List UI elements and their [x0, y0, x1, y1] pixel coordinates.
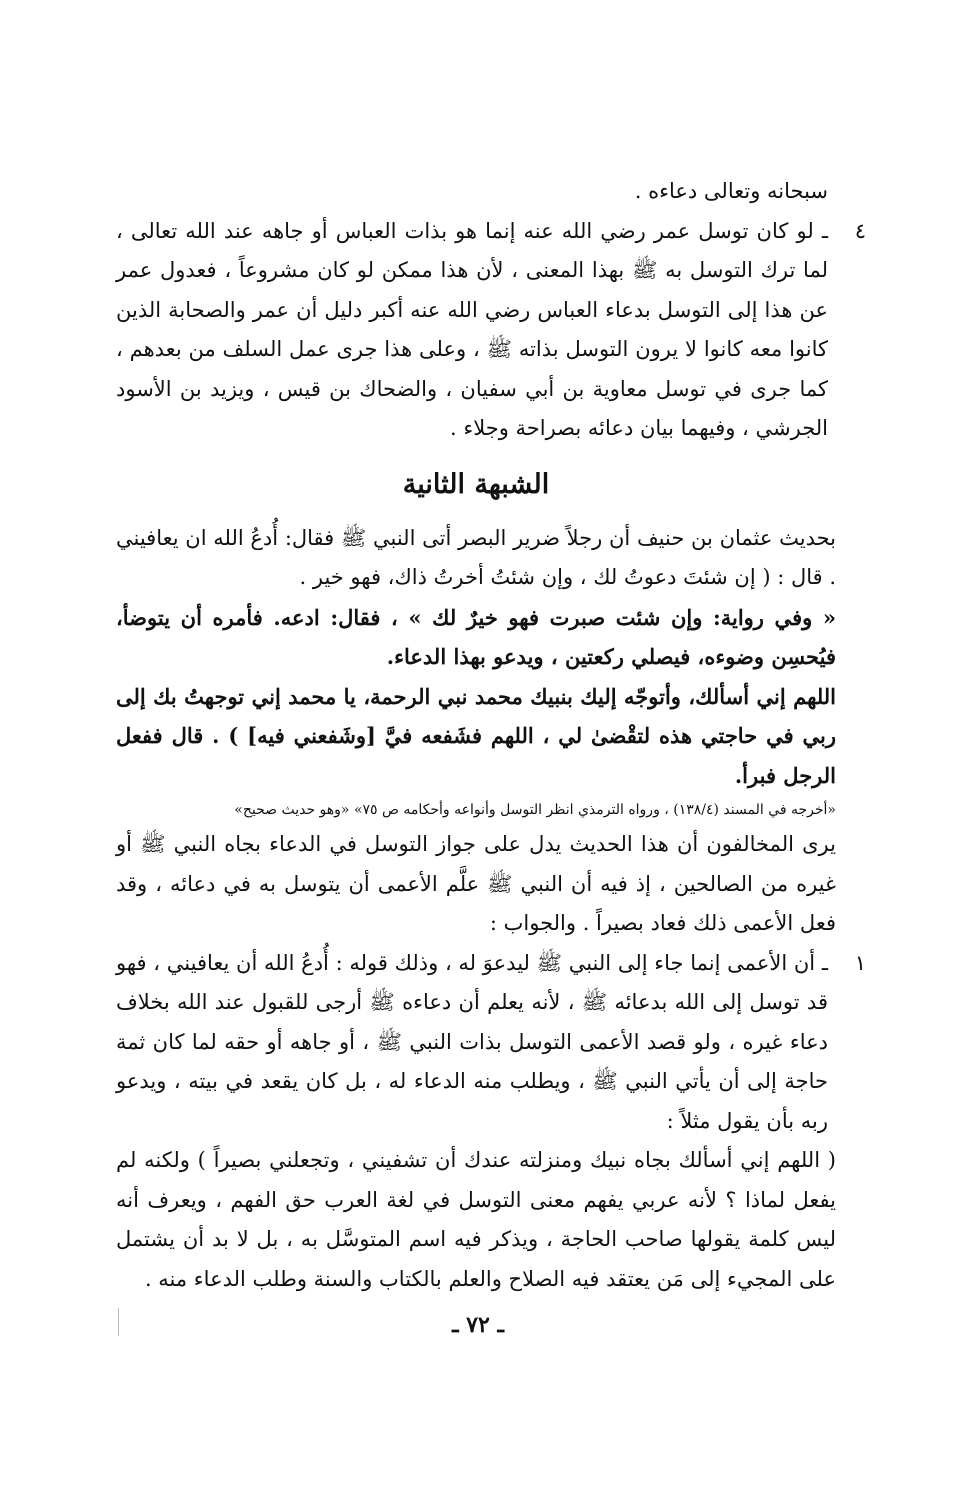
page-number: ـ ٧٢ ـ — [452, 1312, 504, 1338]
page-body — [116, 172, 866, 1299]
section-heading: الشبهة الثانية — [402, 468, 550, 500]
point-text: ـ أن الأعمى إنما جاء إلى النبي ﷺ ليدعوَ له ، وذلك قوله : أُدعُ الله أن يعافيني ، فهو قد توسل إلى الله بدعائه ﷺ ، لأنه يعلم أن دعاءه ﷺ أرجى للقبول عند الله بخلاف دعاء غيره ، ولو قصد الأعمى التوسل بذات النبي ﷺ ، أو جاهه أو حقه لما كان ثمة حاجة إلى أن يأتي النبي ﷺ ، ويطلب منه الدعاء له ، بل كان يقعد في بيته ، ويدعو ربه بأن يقول مثلاً : — [116, 950, 828, 1133]
point-number: ٤ — [854, 218, 866, 243]
hadith-dua: اللهم إني أسألك، وأتوجّه إليك بنبيك محمد نبي الرحمة، يا محمد إني توجهتُ بك إلى ربي في حاجتي هذه لتقْضىٰ لي ، اللهم فشَفعه فيَّ [وشَفعني فيه] ) . قال ففعل الرجل فبرأ. — [116, 683, 836, 788]
numbered-point-1 — [116, 944, 866, 1142]
numbered-point-4 — [116, 212, 866, 449]
hadith-narration: « وفي رواية: وإن شئت صبرت فهو خيرٌ لك » ، فقال: ادعه. فأمره أن يتوضأ، فيُحسِن وضوءه، فيصلي ركعتين ، ويدعو بهذا الدعاء. — [116, 604, 836, 669]
hadith-intro: بحديث عثمان بن حنيف أن رجلاً ضرير البصر أتى النبي ﷺ فقال: أُدعُ الله ان يعافيني . قال : ( إن شئتَ دعوتُ لك ، وإن شئتُ أخرتُ ذاك، فهو خير . — [116, 525, 836, 589]
citation-note: «أخرجه في المسند (١٣٨/٤) ، ورواه الترمذي انظر التوسل وأنواعه وأحكامه ص ٧٥» «وهو حديث صحيح» — [234, 802, 836, 818]
opponents-argument: يرى المخالفون أن هذا الحديث يدل على جواز التوسل في الدعاء بجاه النبي ﷺ أو غيره من الصالحين ، إذ فيه أن النبي ﷺ علَّم الأعمى أن يتوسل به في دعائه ، وقد فعل الأعمى ذلك فعاد بصيراً . والجواب : — [116, 832, 836, 935]
paragraph-continuation: سبحانه وتعالى دعاءه . — [634, 179, 828, 203]
point-number: ١ — [854, 950, 866, 975]
point-text: ـ لو كان توسل عمر رضي الله عنه إنما هو بذات العباس أو جاهه عند الله تعالى ، لما ترك التوسل به ﷺ بهذا المعنى ، لأن هذا ممكن لو كان مشروعاً ، فعدول عمر عن هذا إلى التوسل بدعاء العباس رضي الله عنه أكبر دليل أن عمر والصحابة الذين كانوا معه كانوا لا يرون التوسل بذاته ﷺ ، وعلى هذا جرى عمل السلف من بعدهم ، كما جرى في توسل معاوية بن أبي سفيان ، والضحاك بن قيس ، ويزيد بن الأسود الجرشي ، وفيهما بيان دعائه بصراحة وجلاء . — [116, 218, 828, 440]
answer-paragraph: ( اللهم إني أسألك بجاه نبيك ومنزلته عندك أن تشفيني ، وتجعلني بصيراً ) ولكنه لم يفعل لماذا ؟ لأنه عربي يفهم معنى التوسل في لغة العرب حق الفهم ، ويعرف أنه ليس كلمة يقولها صاحب الحاجة ، ويذكر فيه اسم المتوسَّل به ، بل لا بد أن يشتمل على المجيء إلى مَن يعتقد فيه الصلاح والعلم بالكتاب والسنة وطلب الدعاء منه . — [116, 1148, 836, 1291]
